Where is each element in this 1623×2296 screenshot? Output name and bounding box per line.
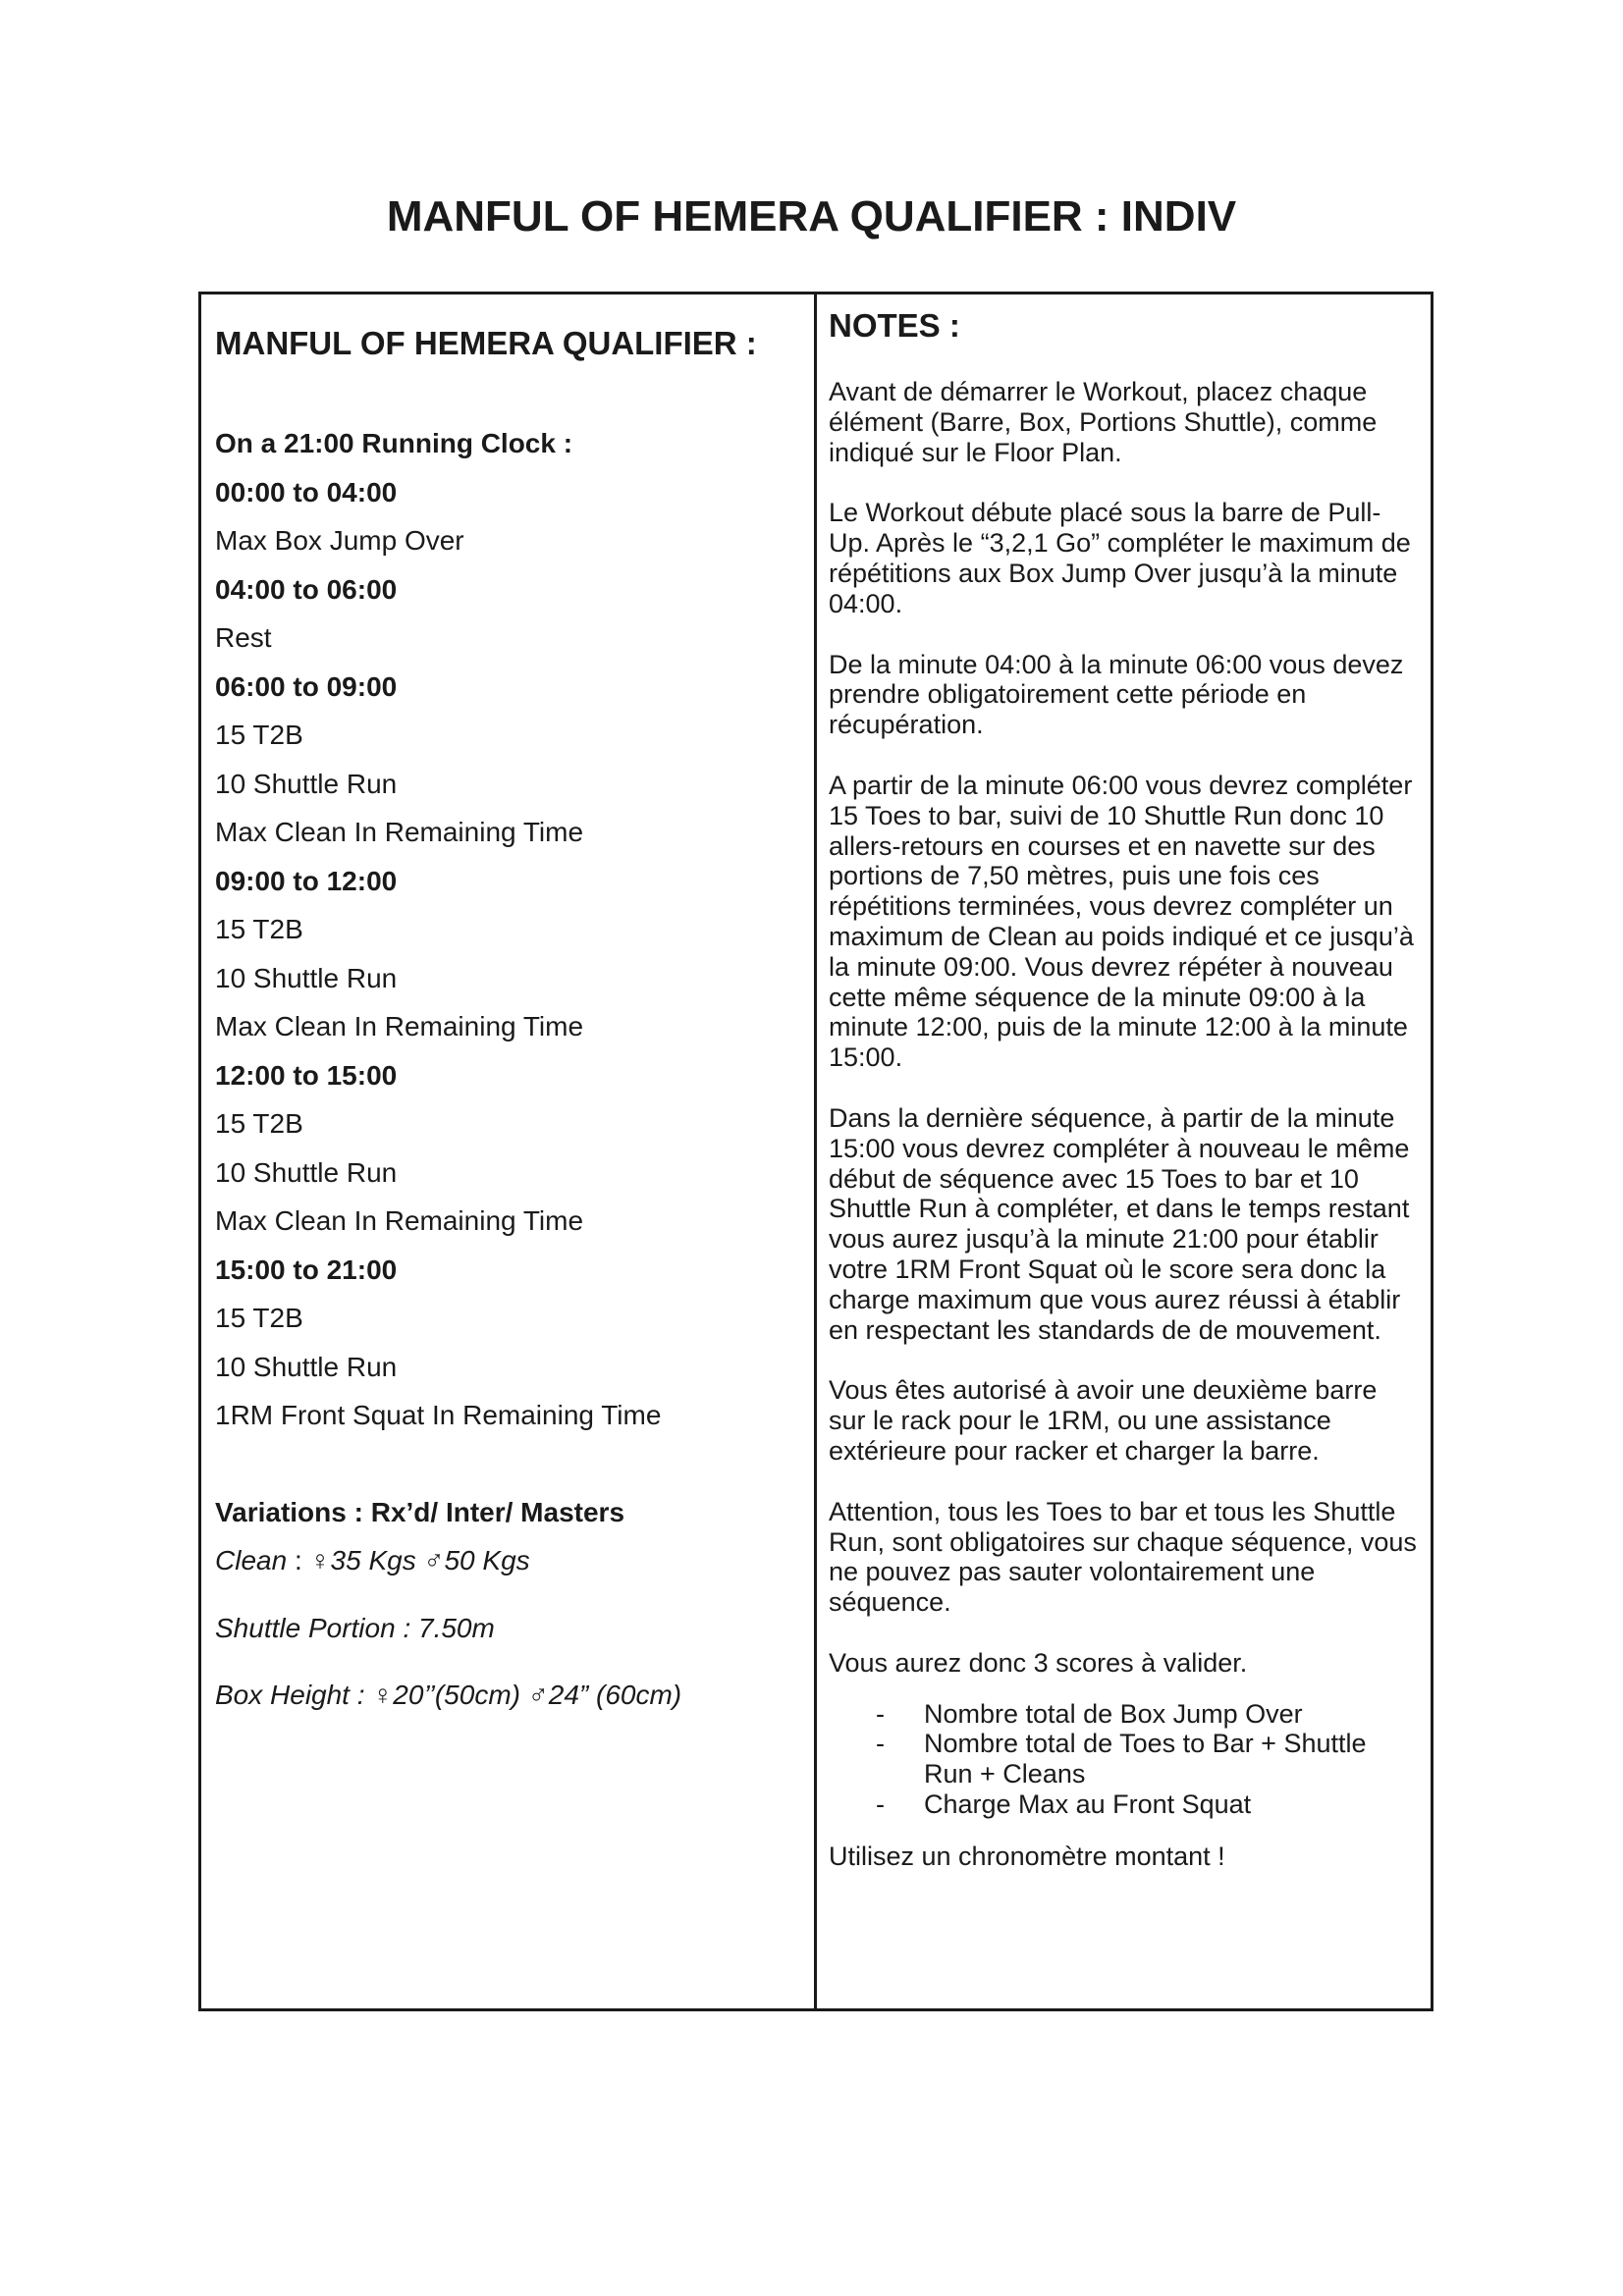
- time-block-label: 00:00 to 04:00: [215, 476, 398, 507]
- time-block-label: 15:00 to 21:00: [215, 1254, 398, 1285]
- time-block-label: 09:00 to 12:00: [215, 865, 398, 896]
- exercise-line: Max Box Jump Over: [215, 525, 464, 556]
- exercise-line: 15 T2B: [215, 1303, 303, 1333]
- exercise-line: 10 Shuttle Run: [215, 1156, 398, 1188]
- exercise-line: 10 Shuttle Run: [215, 768, 398, 799]
- workout-heading: MANFUL OF HEMERA QUALIFIER :: [215, 325, 757, 361]
- notes-paragraph: A partir de la minute 06:00 vous devrez compléter 15 Toes to bar, suivi de 10 Shuttle Run donc 10 allers-retours en courses et en navette sur des portions de 7,50 mètres, puis une fois ces répétitions terminées, vous devrez compléter un maximum de Clean au poids indiqué et ce jusqu’à la minute 09:00. Vous devrez répéter à nouveau cette même séquence de la minute 09:00 à la minute 12:00, puis de la minute 12:00 à la minute 15:00.: [829, 770, 1414, 1073]
- notes-paragraph: Le Workout débute placé sous la barre de Pull-Up. Après le “3,2,1 Go” compléter le maximum de répétitions aux Box Jump Over jusqu’à la minute 04:00.: [829, 498, 1411, 618]
- score-item: - Nombre total de Toes to Bar + Shuttle Run + Cleans: [876, 1729, 1419, 1789]
- notes-paragraph: De la minute 04:00 à la minute 06:00 vous devez prendre obligatoirement cette période en récupération.: [829, 649, 1404, 740]
- notes-paragraphs: [829, 377, 1419, 1679]
- score-item: - Charge Max au Front Squat: [876, 1789, 1419, 1820]
- scores-list: [829, 1699, 1419, 1820]
- exercise-line: 15 T2B: [215, 1108, 303, 1139]
- workout-table: [198, 292, 1434, 2011]
- score-item: - Nombre total de Box Jump Over: [876, 1699, 1419, 1730]
- notes-body: [829, 377, 1419, 1872]
- exercise-line: Max Clean In Remaining Time: [215, 1205, 584, 1236]
- notes-title: NOTES :: [829, 307, 960, 344]
- clean-label: Clean: [215, 1545, 288, 1575]
- variations-title: Variations : Rx’d/ Inter/ Masters: [215, 1496, 625, 1527]
- notes-paragraph: Vous êtes autorisé à avoir une deuxième barre sur le rack pour le 1RM, ou une assistance extérieure pour racker et charger la barre.: [829, 1375, 1378, 1466]
- time-block-label: 04:00 to 06:00: [215, 573, 398, 605]
- workout-schedule: [215, 419, 800, 1720]
- notes-paragraph: Attention, tous les Toes to bar et tous les Shuttle Run, sont obligatoires sur chaque séquence, vous ne pouvez pas sauter volontairement une séquence.: [829, 1496, 1417, 1618]
- time-block-label: 12:00 to 15:00: [215, 1059, 398, 1091]
- box-height: Box Height : ♀20’’(50cm) ♂24” (60cm): [215, 1680, 682, 1710]
- exercise-line: 10 Shuttle Run: [215, 1351, 398, 1382]
- exercise-line: Max Clean In Remaining Time: [215, 1011, 584, 1041]
- shuttle-portion: Shuttle Portion : 7.50m: [215, 1612, 495, 1643]
- exercise-line: Max Clean In Remaining Time: [215, 817, 584, 847]
- time-block-label: 06:00 to 09:00: [215, 670, 398, 702]
- clean-separator: :: [287, 1545, 310, 1575]
- exercise-line: Rest: [215, 622, 272, 653]
- clean-values: ♀35 Kgs ♂50 Kgs: [309, 1545, 530, 1575]
- exercise-line: 1RM Front Squat In Remaining Time: [215, 1400, 662, 1430]
- notes-paragraph: Dans la dernière séquence, à partir de la minute 15:00 vous devrez compléter à nouveau le même début de séquence avec 15 Toes to bar et 10 Shuttle Run à compléter, et dans le temps restant vous aurez jusqu’à la minute 21:00 pour établir votre 1RM Front Squat où le score sera donc la charge maximum que vous aurez réussi à établir en respectant les standards de de mouvement.: [829, 1102, 1410, 1345]
- notes-column: [817, 294, 1431, 2008]
- schedule-items: [215, 468, 800, 1440]
- page-title: MANFUL OF HEMERA QUALIFIER : INDIV: [386, 192, 1237, 240]
- notes-paragraph: Avant de démarrer le Workout, placez chaque élément (Barre, Box, Portions Shuttle), comme indiqué sur le Floor Plan.: [829, 377, 1378, 467]
- notes-closing: Utilisez un chronomètre montant !: [829, 1841, 1225, 1871]
- clock-line: On a 21:00 Running Clock :: [215, 428, 573, 458]
- exercise-line: 15 T2B: [215, 914, 303, 944]
- notes-paragraph: Vous aurez donc 3 scores à valider.: [829, 1647, 1248, 1678]
- spacer: [215, 1440, 800, 1488]
- exercise-line: 15 T2B: [215, 720, 303, 750]
- clean-weights: [215, 1536, 800, 1585]
- exercise-line: 10 Shuttle Run: [215, 962, 398, 993]
- workout-column: [201, 294, 817, 2008]
